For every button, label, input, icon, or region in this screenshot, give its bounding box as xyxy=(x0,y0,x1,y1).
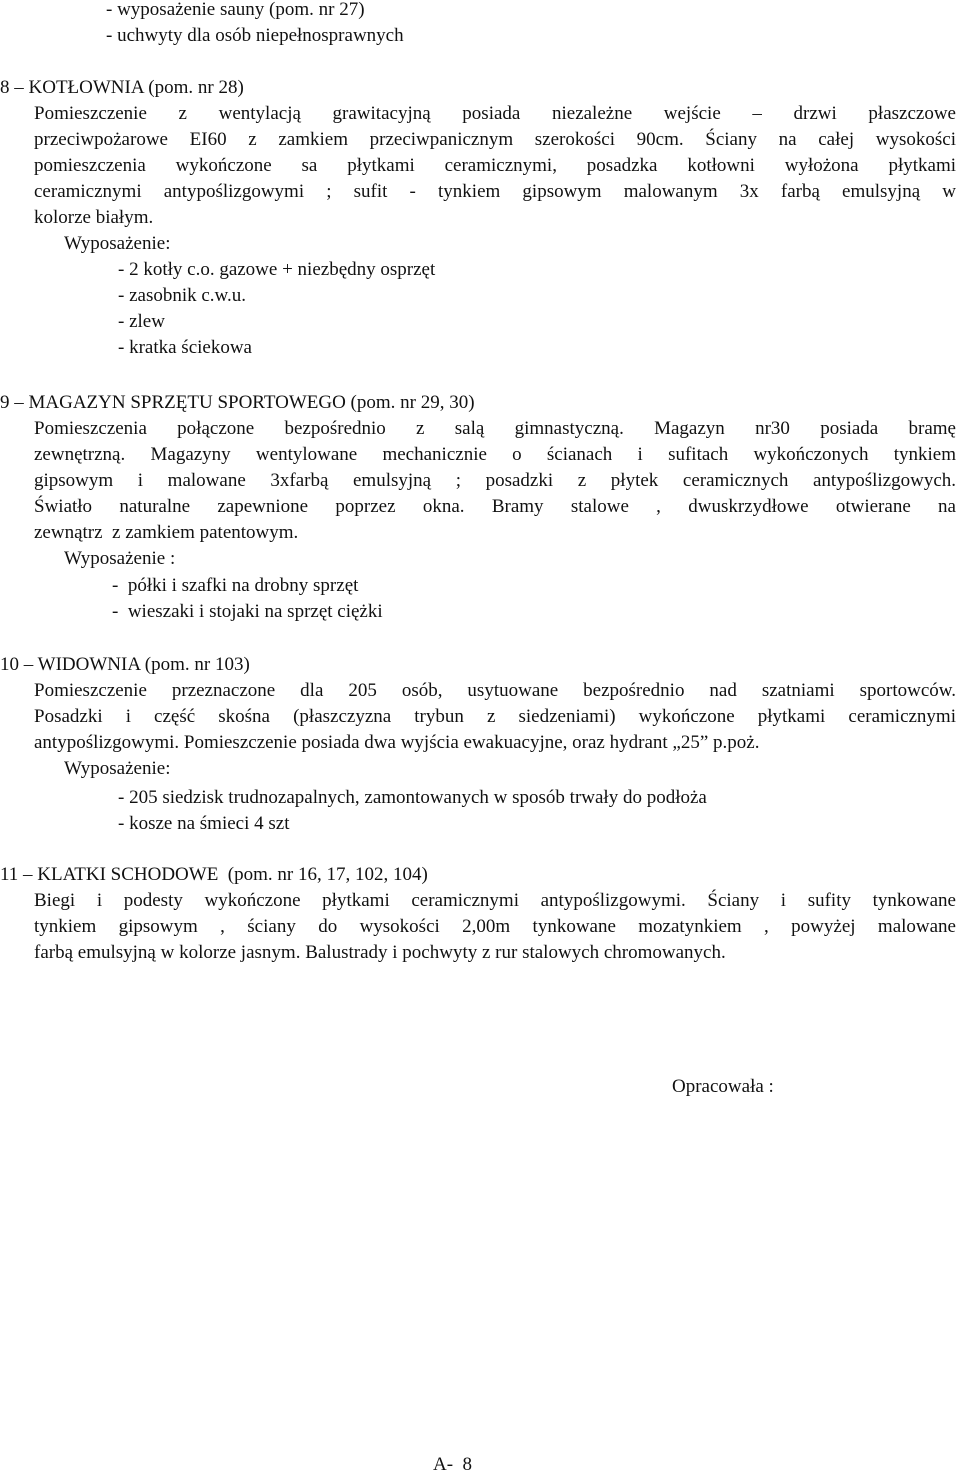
paragraph-line: przeciwpożarowe EI60 z zamkiem przeciwpanicznym szerokości 90cm. Ściany na całej wysokości xyxy=(34,129,956,150)
section-heading-klatki-schodowe: 11 – KLATKI SCHODOWE (pom. nr 16, 17, 102, 104) xyxy=(0,864,428,885)
prepared-by-label: Opracowała : xyxy=(672,1076,774,1097)
list-item: - uchwyty dla osób niepełnosprawnych xyxy=(106,25,404,46)
equipment-label: Wyposażenie : xyxy=(64,548,176,569)
page-number: A- 8 xyxy=(433,1454,473,1475)
section-heading-kotlownia: 8 – KOTŁOWNIA (pom. nr 28) xyxy=(0,77,244,98)
paragraph-line: pomieszczenia wykończone sa płytkami ceramicznymi, posadzka kotłowni wyłożona płytkami xyxy=(34,155,956,176)
paragraph-line: zewnątrz z zamkiem patentowym. xyxy=(34,522,299,543)
paragraph-line: Biegi i podesty wykończone płytkami ceramicznymi antypoślizgowymi. Ściany i sufity tynkowane xyxy=(34,890,956,911)
paragraph-line: Pomieszczenie z wentylacją grawitacyjną posiada niezależne wejście – drzwi płaszczowe xyxy=(34,103,956,124)
paragraph-line: Posadzki i część skośna (płaszczyzna trybun z siedzeniami) wykończone płytkami ceramicznymi xyxy=(34,706,956,727)
list-item: - 205 siedzisk trudnozapalnych, zamontowanych w sposób trwały do podłoża xyxy=(118,787,707,808)
paragraph-line: farbą emulsyjną w kolorze jasnym. Balustrady i pochwyty z rur stalowych chromowanych. xyxy=(34,942,726,963)
section-heading-widownia: 10 – WIDOWNIA (pom. nr 103) xyxy=(0,654,250,675)
paragraph-line: gipsowym i malowane 3xfarbą emulsyjną ; posadzki z płytek ceramicznych antypoślizgowych. xyxy=(34,470,956,491)
paragraph-line: Pomieszczenia połączone bezpośrednio z salą gimnastyczną. Magazyn nr30 posiada bramę xyxy=(34,418,956,439)
paragraph-line: tynkiem gipsowym , ściany do wysokości 2,00m tynkowane mozatynkiem , powyżej malowane xyxy=(34,916,956,937)
paragraph-line: Pomieszczenie przeznaczone dla 205 osób, usytuowane bezpośrednio nad szatniami sportowców. xyxy=(34,680,956,701)
list-item: - wyposażenie sauny (pom. nr 27) xyxy=(106,0,365,20)
paragraph-line: antypoślizgowymi. Pomieszczenie posiada dwa wyjścia ewakuacyjne, oraz hydrant „25” p.poż. xyxy=(34,732,760,753)
list-item: - półki i szafki na drobny sprzęt xyxy=(112,575,359,596)
paragraph-line: zewnętrzną. Magazyny wentylowane mechanicznie o ścianach i sufitach wykończonych tynkiem xyxy=(34,444,956,465)
list-item: - kosze na śmieci 4 szt xyxy=(118,813,290,834)
paragraph-line: Światło naturalne zapewnione poprzez okna. Bramy stalowe , dwuskrzydłowe otwierane na xyxy=(34,496,956,517)
list-item: - zlew xyxy=(118,311,165,332)
paragraph-line: ceramicznymi antypoślizgowymi ; sufit - tynkiem gipsowym malowanym 3x farbą emulsyjną w xyxy=(34,181,956,202)
list-item: - zasobnik c.w.u. xyxy=(118,285,247,306)
equipment-label: Wyposażenie: xyxy=(64,233,171,254)
equipment-label: Wyposażenie: xyxy=(64,758,171,779)
paragraph-line: kolorze białym. xyxy=(34,207,154,228)
list-item: - kratka ściekowa xyxy=(118,337,252,358)
list-item: - wieszaki i stojaki na sprzęt ciężki xyxy=(112,601,383,622)
list-item: - 2 kotły c.o. gazowe + niezbędny osprzęt xyxy=(118,259,436,280)
section-heading-magazyn: 9 – MAGAZYN SPRZĘTU SPORTOWEGO (pom. nr 29, 30) xyxy=(0,392,475,413)
